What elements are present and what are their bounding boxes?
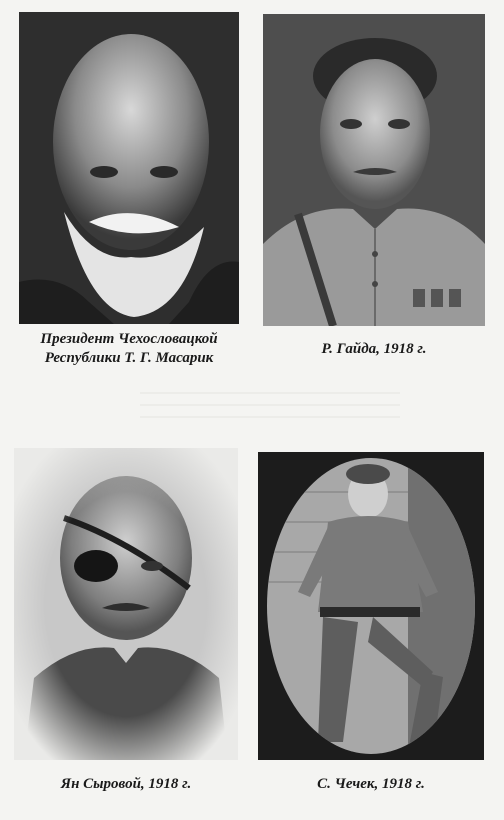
caption-gajda: Р. Гайда, 1918 г. bbox=[321, 341, 427, 357]
photo-masaryk bbox=[19, 12, 239, 324]
caption-syrovy: Ян Сыровой, 1918 г. bbox=[60, 776, 192, 792]
caption-masaryk-line2: Республики Т. Г. Масарик bbox=[44, 350, 214, 366]
photo-gajda bbox=[263, 14, 485, 326]
caption-masaryk-line1: Президент Чехословацкой bbox=[40, 331, 218, 347]
photo-cecek bbox=[258, 452, 484, 760]
caption-masaryk bbox=[19, 330, 239, 368]
caption-cecek: С. Чечек, 1918 г. bbox=[317, 776, 425, 792]
photo-syrovy bbox=[14, 448, 238, 760]
bleed-through-decoration bbox=[140, 388, 400, 428]
